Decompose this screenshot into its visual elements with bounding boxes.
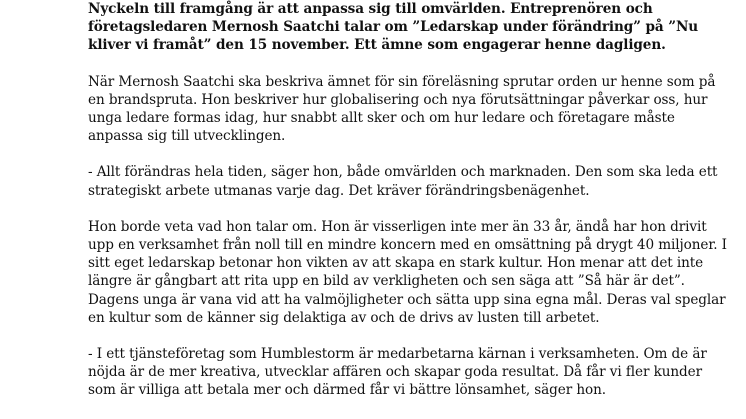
body-paragraph-4: - I ett tjänsteföretag som Humblestorm är medarbetarna kärnan i verksamheten. Om de är nöjda är de mer kreativa, utvecklar affären och skapar goda resultat. Då får vi fler kunder som är villiga att betala mer och därmed får vi bättre lönsamhet, säger hon.	[88, 346, 707, 399]
body-paragraph-1: När Mernosh Saatchi ska beskriva ämnet för sin föreläsning sprutar orden ur henne som på en brandspruta. Hon beskriver hur globalisering och nya förutsättningar påverkar oss, hur unga ledare formas idag, hur snabbt allt sker och om hur ledare och företagare måste anpassa sig till utvecklingen.	[88, 73, 716, 145]
document-page	[88, 0, 728, 418]
lead-paragraph: Nyckeln till framgång är att anpassa sig till omvärlden. Entreprenören och företagsledaren Mernosh Saatchi talar om ”Ledarskap under förändring” på ”Nu kliver vi framåt” den 15 november. Ett ämne som engagerar henne dagligen.	[88, 1, 699, 54]
body-paragraph-3: Hon borde veta vad hon talar om. Hon är visserligen inte mer än 33 år, ändå har hon drivit upp en verksamhet från noll till en mindre koncern med en omsättning på drygt 40 miljoner. I sitt eget ledarskap betonar hon vikten av att skapa en stark kultur. Hon menar att det inte längre är gångbart att rita upp en bild av verkligheten och sen säga att ”Så här är det”. Dagens unga är vana vid att ha valmöjligheter och sätta upp sina egna mål. Deras val speglar en kultur som de känner sig delaktiga av och de drivs av lusten till arbetet.	[88, 218, 727, 326]
body-paragraph-2: - Allt förändras hela tiden, säger hon, både omvärlden och marknaden. Den som ska leda ett strategiskt arbete utmanas varje dag. Det kräver förändringsbenägenhet.	[88, 164, 718, 199]
